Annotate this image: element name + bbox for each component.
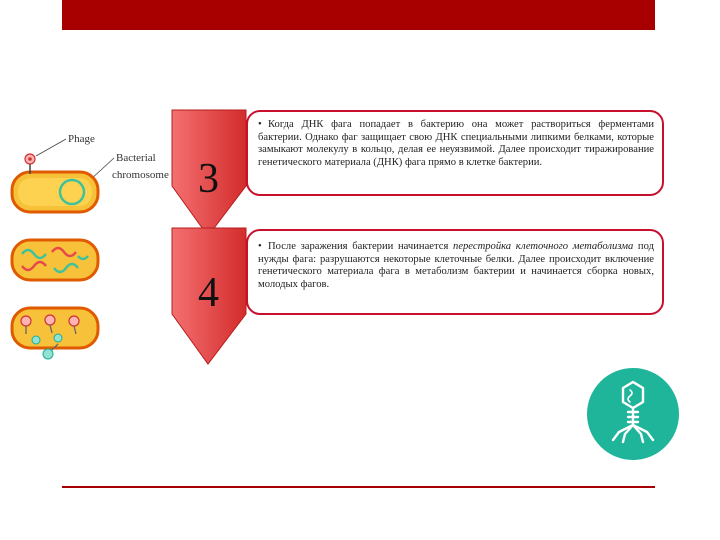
step-4-emphasis: перестройка клеточного метаболизма: [453, 241, 634, 252]
step-number-4: 4: [198, 270, 219, 316]
bacteria-illustration: [8, 128, 170, 363]
step-3-box: [246, 110, 664, 196]
step-number-3: 3: [198, 156, 219, 202]
footer-rule: [62, 486, 655, 488]
step-4-text: • После заражения бактерии начинается перестройка клеточного метаболизма под нужды фага: разрушаются некоторые клеточные белки. Далее происходит включение генетического материала фага в метаболизм бактерии и начинается сборка новых, молодых фагов.: [258, 241, 654, 290]
bacterium-replication: [12, 240, 98, 280]
phage-icon: [587, 368, 679, 460]
phage-label: Phage: [68, 133, 95, 145]
step-4-box: [246, 229, 664, 315]
step-arrows: [168, 108, 258, 366]
chromosome-label: chromosome: [112, 169, 169, 181]
title-bar: [62, 0, 655, 30]
bacterial-label: Bacterial: [116, 152, 156, 164]
bacterium-infection: [12, 154, 98, 212]
step-3-text: • Когда ДНК фага попадает в бактерию она может раствориться ферментами бактерии. Однако фаг защищает свою ДНК специальными липкими белками, которые замыкают молекулу в кольцо, делая ее неуязвимой. Далее происходит тиражирование генетического материала (ДНК) фага прямо в клетке бактерии.: [258, 119, 654, 168]
bacterium-assembly: [12, 308, 98, 359]
